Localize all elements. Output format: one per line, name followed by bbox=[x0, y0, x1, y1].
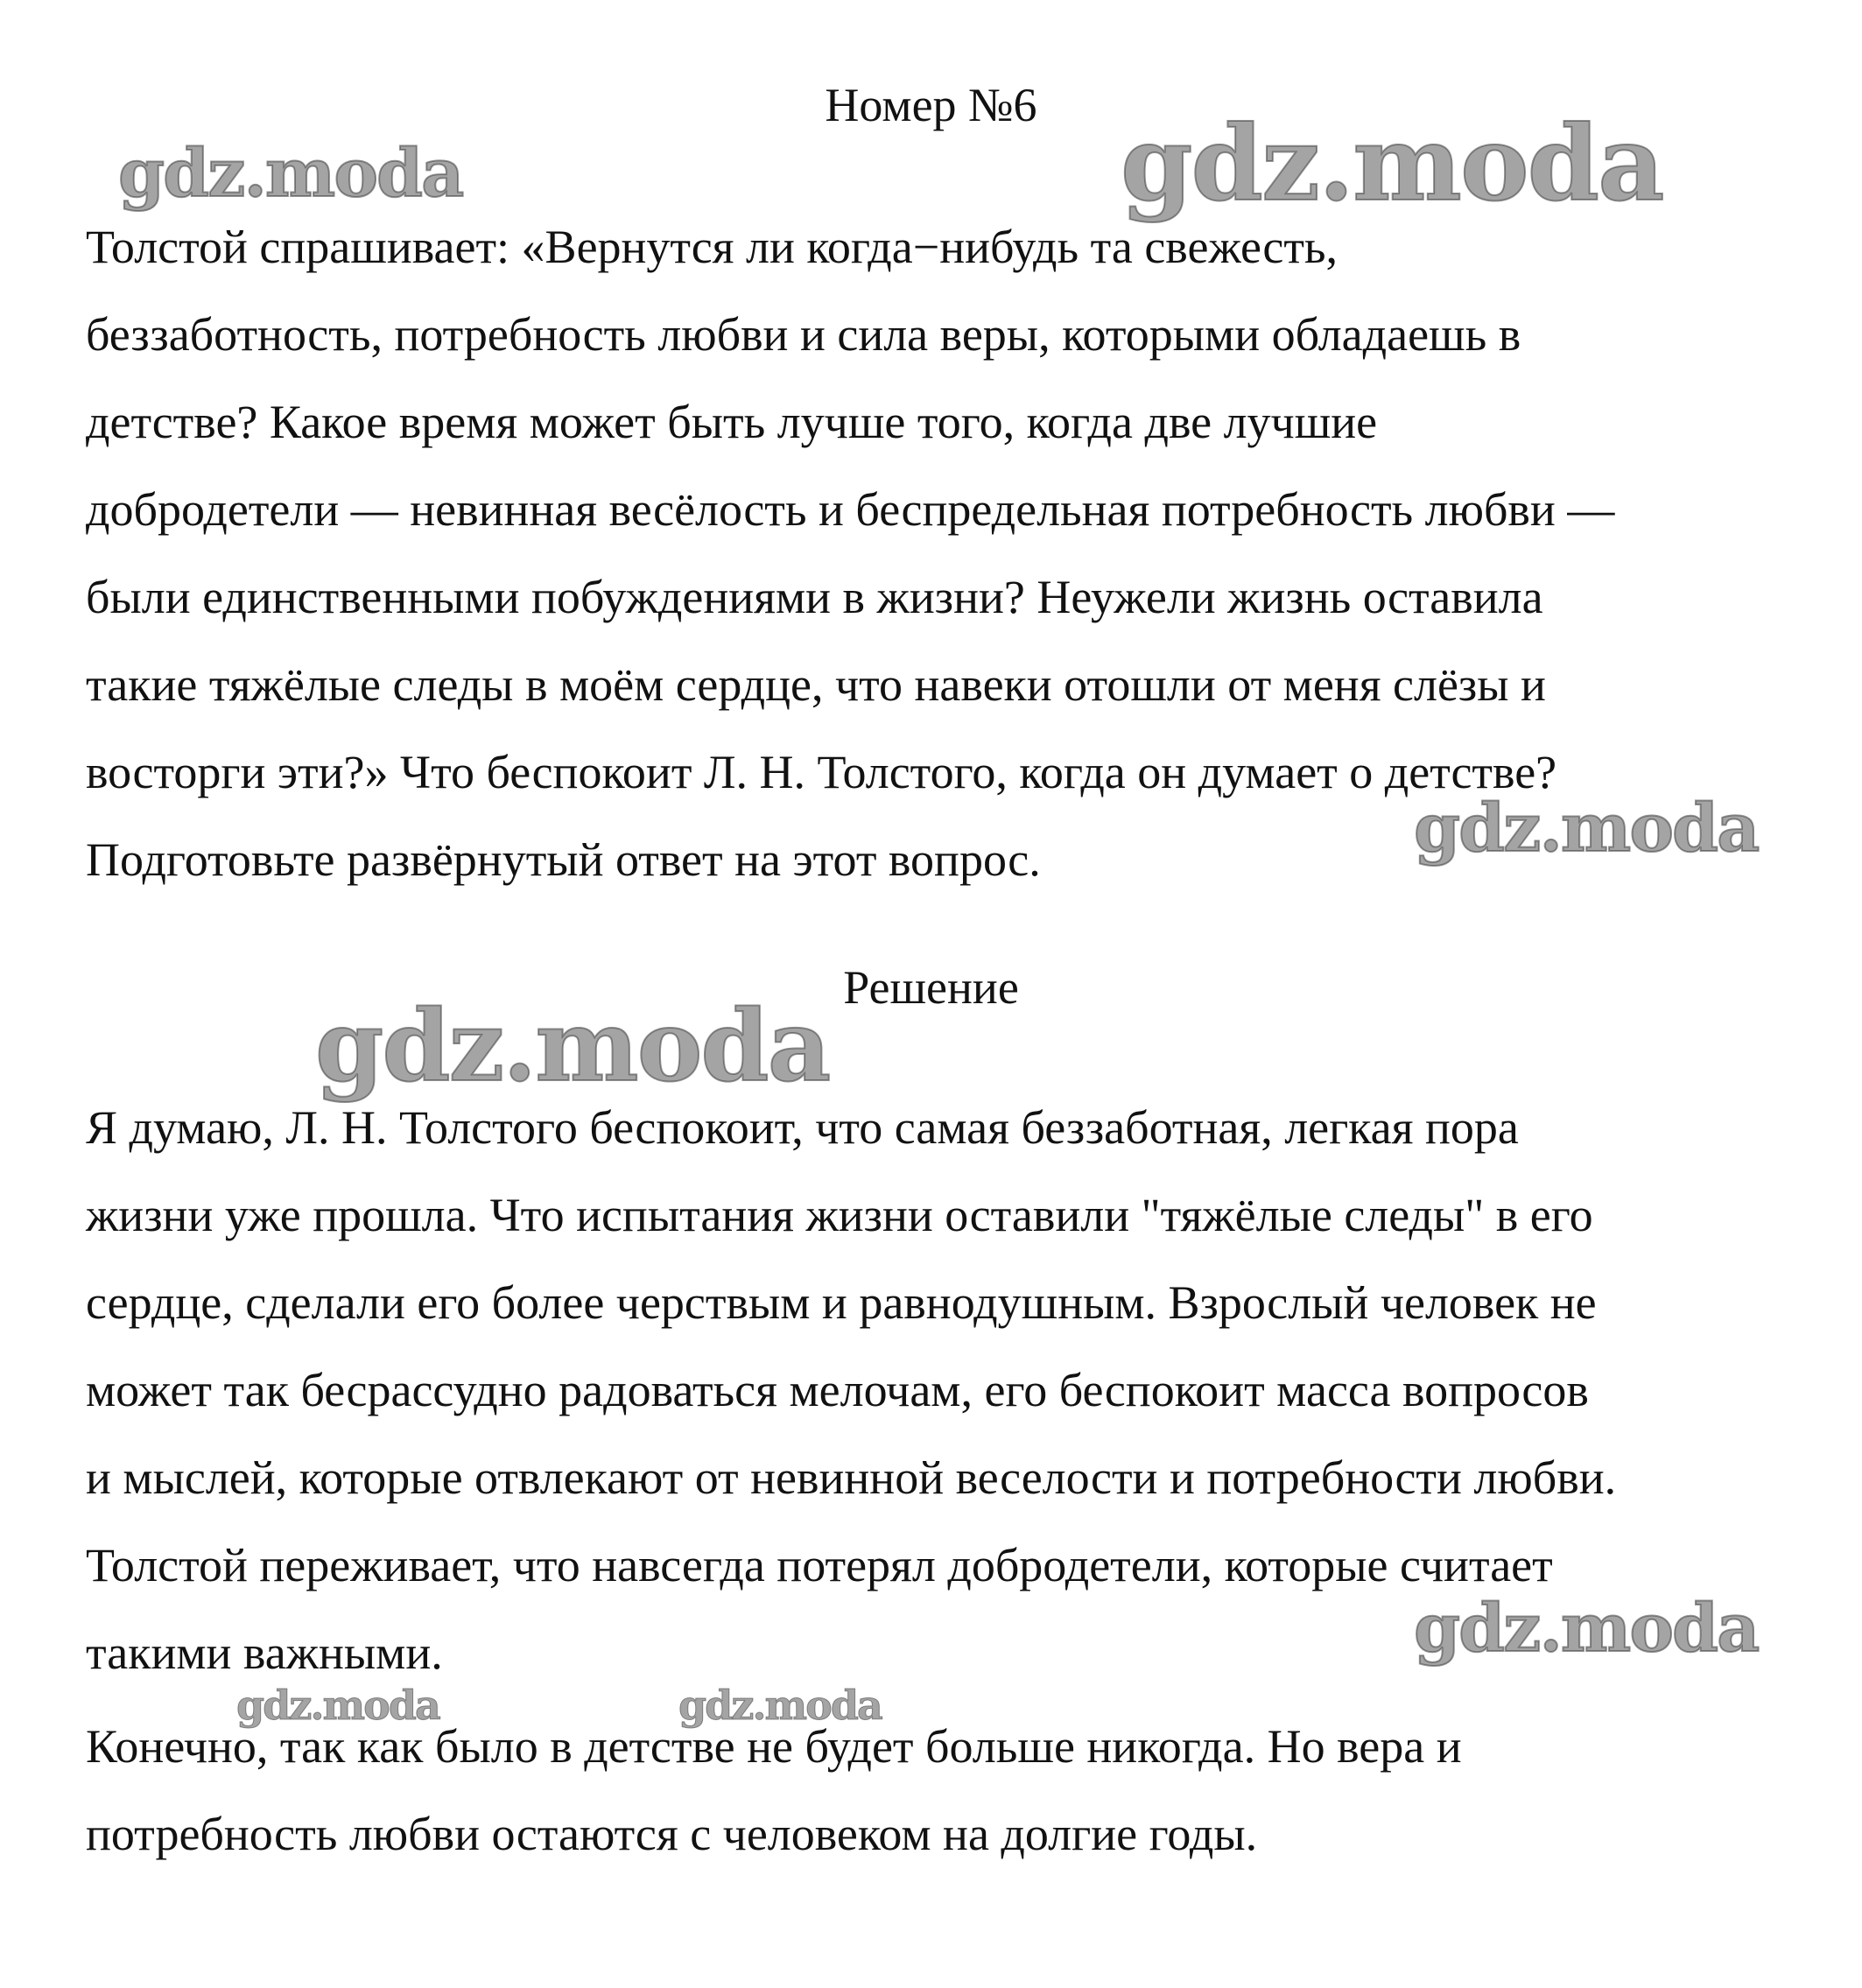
watermark-logo: gdz.moda bbox=[1414, 1589, 1759, 1667]
watermark-logo: gdz.moda bbox=[118, 134, 463, 212]
watermark-logo: gdz.moda bbox=[315, 989, 830, 1104]
solution-line: Конечно, так как было в детстве не будет больше никогда. Но вера и bbox=[86, 1720, 1462, 1773]
task-line: такие тяжёлые следы в моём сердце, что навеки отошли от меня слёзы и bbox=[86, 658, 1546, 711]
watermark-logo: gdz.moda bbox=[678, 1682, 882, 1729]
task-line: добродетели — невинная весёлость и беспредельная потребность любви — bbox=[86, 483, 1615, 536]
solution-line: жизни уже прошла. Что испытания жизни оставили "тяжёлые следы" в его bbox=[86, 1189, 1593, 1241]
task-line: беззаботность, потребность любви и сила веры, которыми обладаешь в bbox=[86, 308, 1521, 361]
solution-line: такими важными. bbox=[86, 1626, 443, 1679]
task-line: детстве? Какое время может быть лучше того, когда две лучшие bbox=[86, 396, 1378, 448]
solution-paragraph-2 bbox=[86, 1703, 1802, 1878]
task-line: были единственными побуждениями в жизни? Неужели жизнь оставила bbox=[86, 571, 1543, 623]
task-line: Толстой спрашивает: «Вернутся ли когда−нибудь та свежесть, bbox=[86, 221, 1339, 273]
solution-line: и мыслей, которые отвлекают от невинной веселости и потребности любви. bbox=[86, 1451, 1617, 1504]
watermark-logo: gdz.moda bbox=[1414, 789, 1759, 867]
solution-line: потребность любви остаются с человеком на долгие годы. bbox=[86, 1808, 1258, 1860]
task-line: Подготовьте развёрнутый ответ на этот вопрос. bbox=[86, 833, 1041, 886]
watermark-logo: gdz.moda bbox=[236, 1682, 439, 1729]
solution-line: Толстой переживает, что навсегда потерял добродетели, которые считает bbox=[86, 1539, 1553, 1591]
solution-heading: Решение bbox=[843, 961, 1019, 1014]
task-line: восторги эти?» Что беспокоит Л. Н. Толстого, когда он думает о детстве? bbox=[86, 746, 1557, 798]
solution-line: может так бесрассудно радоваться мелочам, его беспокоит масса вопросов bbox=[86, 1364, 1589, 1416]
solution-line: сердце, сделали его более черствым и равнодушным. Взрослый человек не bbox=[86, 1276, 1597, 1329]
solution-line: Я думаю, Л. Н. Толстого беспокоит, что самая беззаботная, легкая пора bbox=[86, 1101, 1519, 1154]
task-heading: Номер №6 bbox=[825, 79, 1037, 131]
watermark-logo: gdz.moda bbox=[1121, 102, 1663, 224]
